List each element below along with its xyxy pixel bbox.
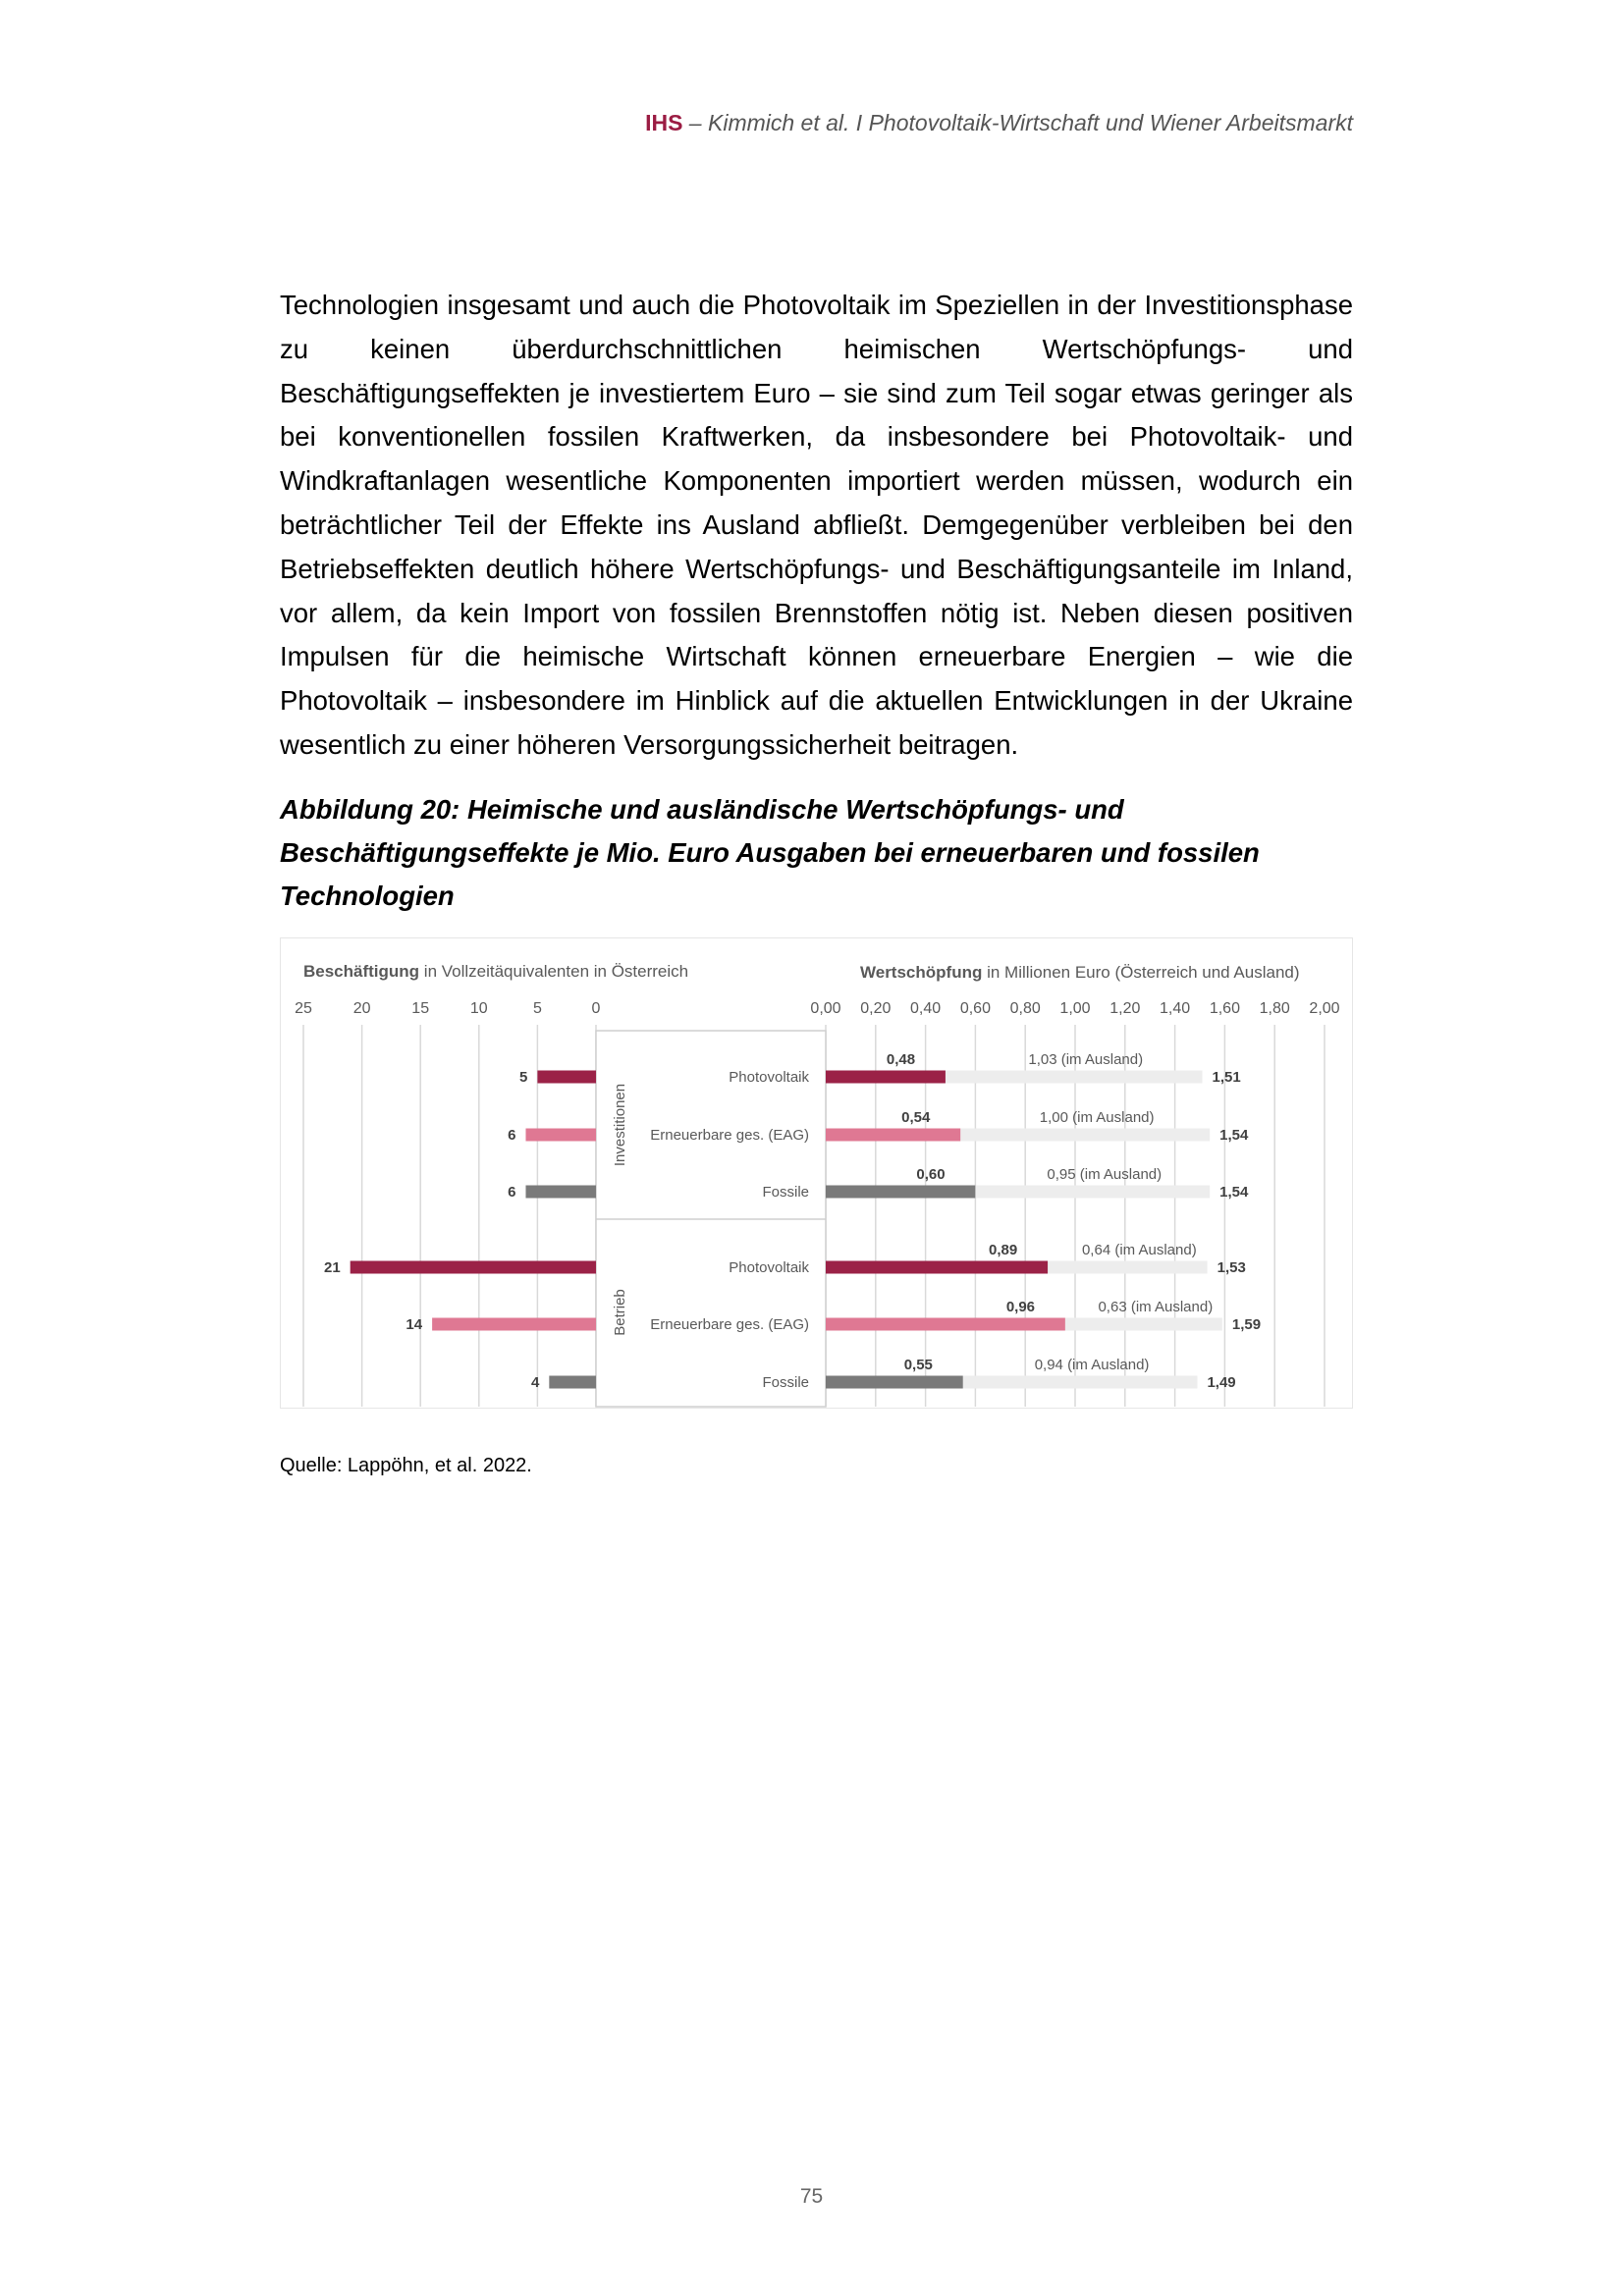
category-label: Photovoltaik xyxy=(729,1259,809,1276)
left-panel-title xyxy=(303,962,688,981)
abroad-value-label: 0,63 (im Ausland) xyxy=(1098,1299,1214,1315)
domestic-value-label: 0,54 xyxy=(901,1109,931,1126)
total-value-label: 1,49 xyxy=(1207,1374,1236,1391)
chart-svg xyxy=(280,937,1353,1409)
total-value-label: 1,53 xyxy=(1217,1259,1246,1276)
employment-bar xyxy=(351,1261,596,1274)
right-tick-label: 0,40 xyxy=(910,1000,942,1017)
right-tick-label: 0,20 xyxy=(860,1000,892,1017)
running-header xyxy=(280,110,1353,136)
header-org: IHS xyxy=(645,110,683,135)
left-tick-label: 25 xyxy=(295,1000,312,1017)
employment-value-label: 21 xyxy=(323,1259,341,1276)
employment-value-label: 4 xyxy=(530,1374,540,1391)
category-label: Erneuerbare ges. (EAG) xyxy=(650,1316,809,1333)
employment-value-label: 6 xyxy=(508,1127,516,1144)
body-paragraph: Technologien insgesamt und auch die Photovoltaik im Speziellen in der Investitionsphase zu keinen überdurchschnittlichen heimischen Wertschöpfungs- und Beschäftigungseffekten je investiertem Euro – sie sind zum Teil sogar etwas geringer als bei konventionellen fossilen Kraftwerken, da insbesondere bei Photovoltaik- und Windkraftanlagen wesentliche Komponenten importiert werden müssen, wodurch ein beträchtlicher Teil der Effekte ins Ausland abfließt. Demgegenüber verbleiben bei den Betriebseffekten deutlich höhere Wertschöpfungs- und Beschäftigungsanteile im Inland, vor allem, da kein Import von fossilen Brennstoffen nötig ist. Neben diesen positiven Impulsen für die heimische Wirtschaft können erneuerbare Energien – wie die Photovoltaik – insbesondere im Hinblick auf die aktuellen Entwicklungen in der Ukraine wesentlich zu einer höheren Versorgungssicherheit beitragen. xyxy=(280,290,1353,760)
total-value-label: 1,54 xyxy=(1219,1127,1249,1144)
left-tick-label: 0 xyxy=(591,1000,601,1017)
category-label: Erneuerbare ges. (EAG) xyxy=(650,1127,809,1144)
employment-bar xyxy=(525,1186,596,1199)
category-label: Photovoltaik xyxy=(729,1069,809,1086)
right-tick-label: 0,60 xyxy=(959,1000,991,1017)
total-value-label: 1,51 xyxy=(1212,1069,1241,1086)
abroad-value-label: 0,95 (im Ausland) xyxy=(1047,1166,1163,1183)
domestic-value-label: 0,55 xyxy=(903,1357,933,1373)
right-tick-label: 1,40 xyxy=(1160,1000,1191,1017)
right-tick-label: 1,80 xyxy=(1259,1000,1290,1017)
right-title-rest: in Millionen Euro (Österreich und Ausland) xyxy=(982,963,1300,982)
employment-value-label: 14 xyxy=(406,1316,423,1333)
left-tick-label: 5 xyxy=(532,1000,542,1017)
domestic-bar xyxy=(826,1376,963,1389)
figure-caption: Abbildung 20: Heimische und ausländische Wertschöpfungs- und Beschäftigungseffekte je Mio. Euro Ausgaben bei erneuerbaren und fossilen Technologien xyxy=(280,794,1260,911)
right-tick-label: 0,80 xyxy=(1009,1000,1041,1017)
domestic-value-label: 0,48 xyxy=(886,1051,916,1068)
abroad-value-label: 0,94 (im Ausland) xyxy=(1034,1357,1150,1373)
employment-bar xyxy=(537,1071,596,1084)
employment-bar xyxy=(549,1376,596,1389)
right-tick-label: 1,60 xyxy=(1209,1000,1240,1017)
category-label: Fossile xyxy=(762,1184,809,1201)
abroad-value-label: 0,64 (im Ausland) xyxy=(1081,1242,1197,1258)
left-tick-label: 15 xyxy=(411,1000,430,1017)
domestic-bar xyxy=(826,1261,1048,1274)
right-tick-label: 0,00 xyxy=(810,1000,841,1017)
right-title-bold: Wertschöpfung xyxy=(860,963,983,982)
domestic-value-label: 0,96 xyxy=(1005,1299,1036,1315)
header-title: – Kimmich et al. I Photovoltaik-Wirtschaft und Wiener Arbeitsmarkt xyxy=(682,110,1353,135)
category-label: Fossile xyxy=(762,1374,809,1391)
total-value-label: 1,54 xyxy=(1219,1184,1249,1201)
right-tick-label: 2,00 xyxy=(1309,1000,1340,1017)
left-title-rest: in Vollzeitäquivalenten in Österreich xyxy=(419,962,689,981)
abroad-value-label: 1,03 (im Ausland) xyxy=(1028,1051,1144,1068)
left-tick-label: 10 xyxy=(469,1000,488,1017)
group-label-investitionen: Investitionen xyxy=(612,1083,628,1167)
employment-value-label: 6 xyxy=(508,1184,516,1201)
right-tick-label: 1,00 xyxy=(1059,1000,1091,1017)
domestic-bar xyxy=(826,1318,1065,1331)
employment-value-label: 5 xyxy=(519,1069,528,1086)
domestic-bar xyxy=(826,1071,946,1084)
domestic-bar xyxy=(826,1186,975,1199)
employment-bar xyxy=(525,1129,596,1142)
domestic-bar xyxy=(826,1129,960,1142)
domestic-value-label: 0,89 xyxy=(989,1242,1018,1258)
total-value-label: 1,59 xyxy=(1231,1316,1262,1333)
employment-bar xyxy=(432,1318,596,1331)
group-label-betrieb: Betrieb xyxy=(612,1289,628,1336)
left-tick-label: 20 xyxy=(352,1000,371,1017)
domestic-value-label: 0,60 xyxy=(916,1166,946,1183)
figure-source: Quelle: Lappöhn, et al. 2022. xyxy=(280,1455,532,1476)
right-tick-label: 1,20 xyxy=(1109,1000,1141,1017)
left-title-bold: Beschäftigung xyxy=(303,962,420,981)
abroad-value-label: 1,00 (im Ausland) xyxy=(1039,1109,1155,1126)
figure-chart xyxy=(280,937,1353,1409)
page-number: 75 xyxy=(799,2185,824,2208)
right-panel-title xyxy=(860,963,1300,982)
